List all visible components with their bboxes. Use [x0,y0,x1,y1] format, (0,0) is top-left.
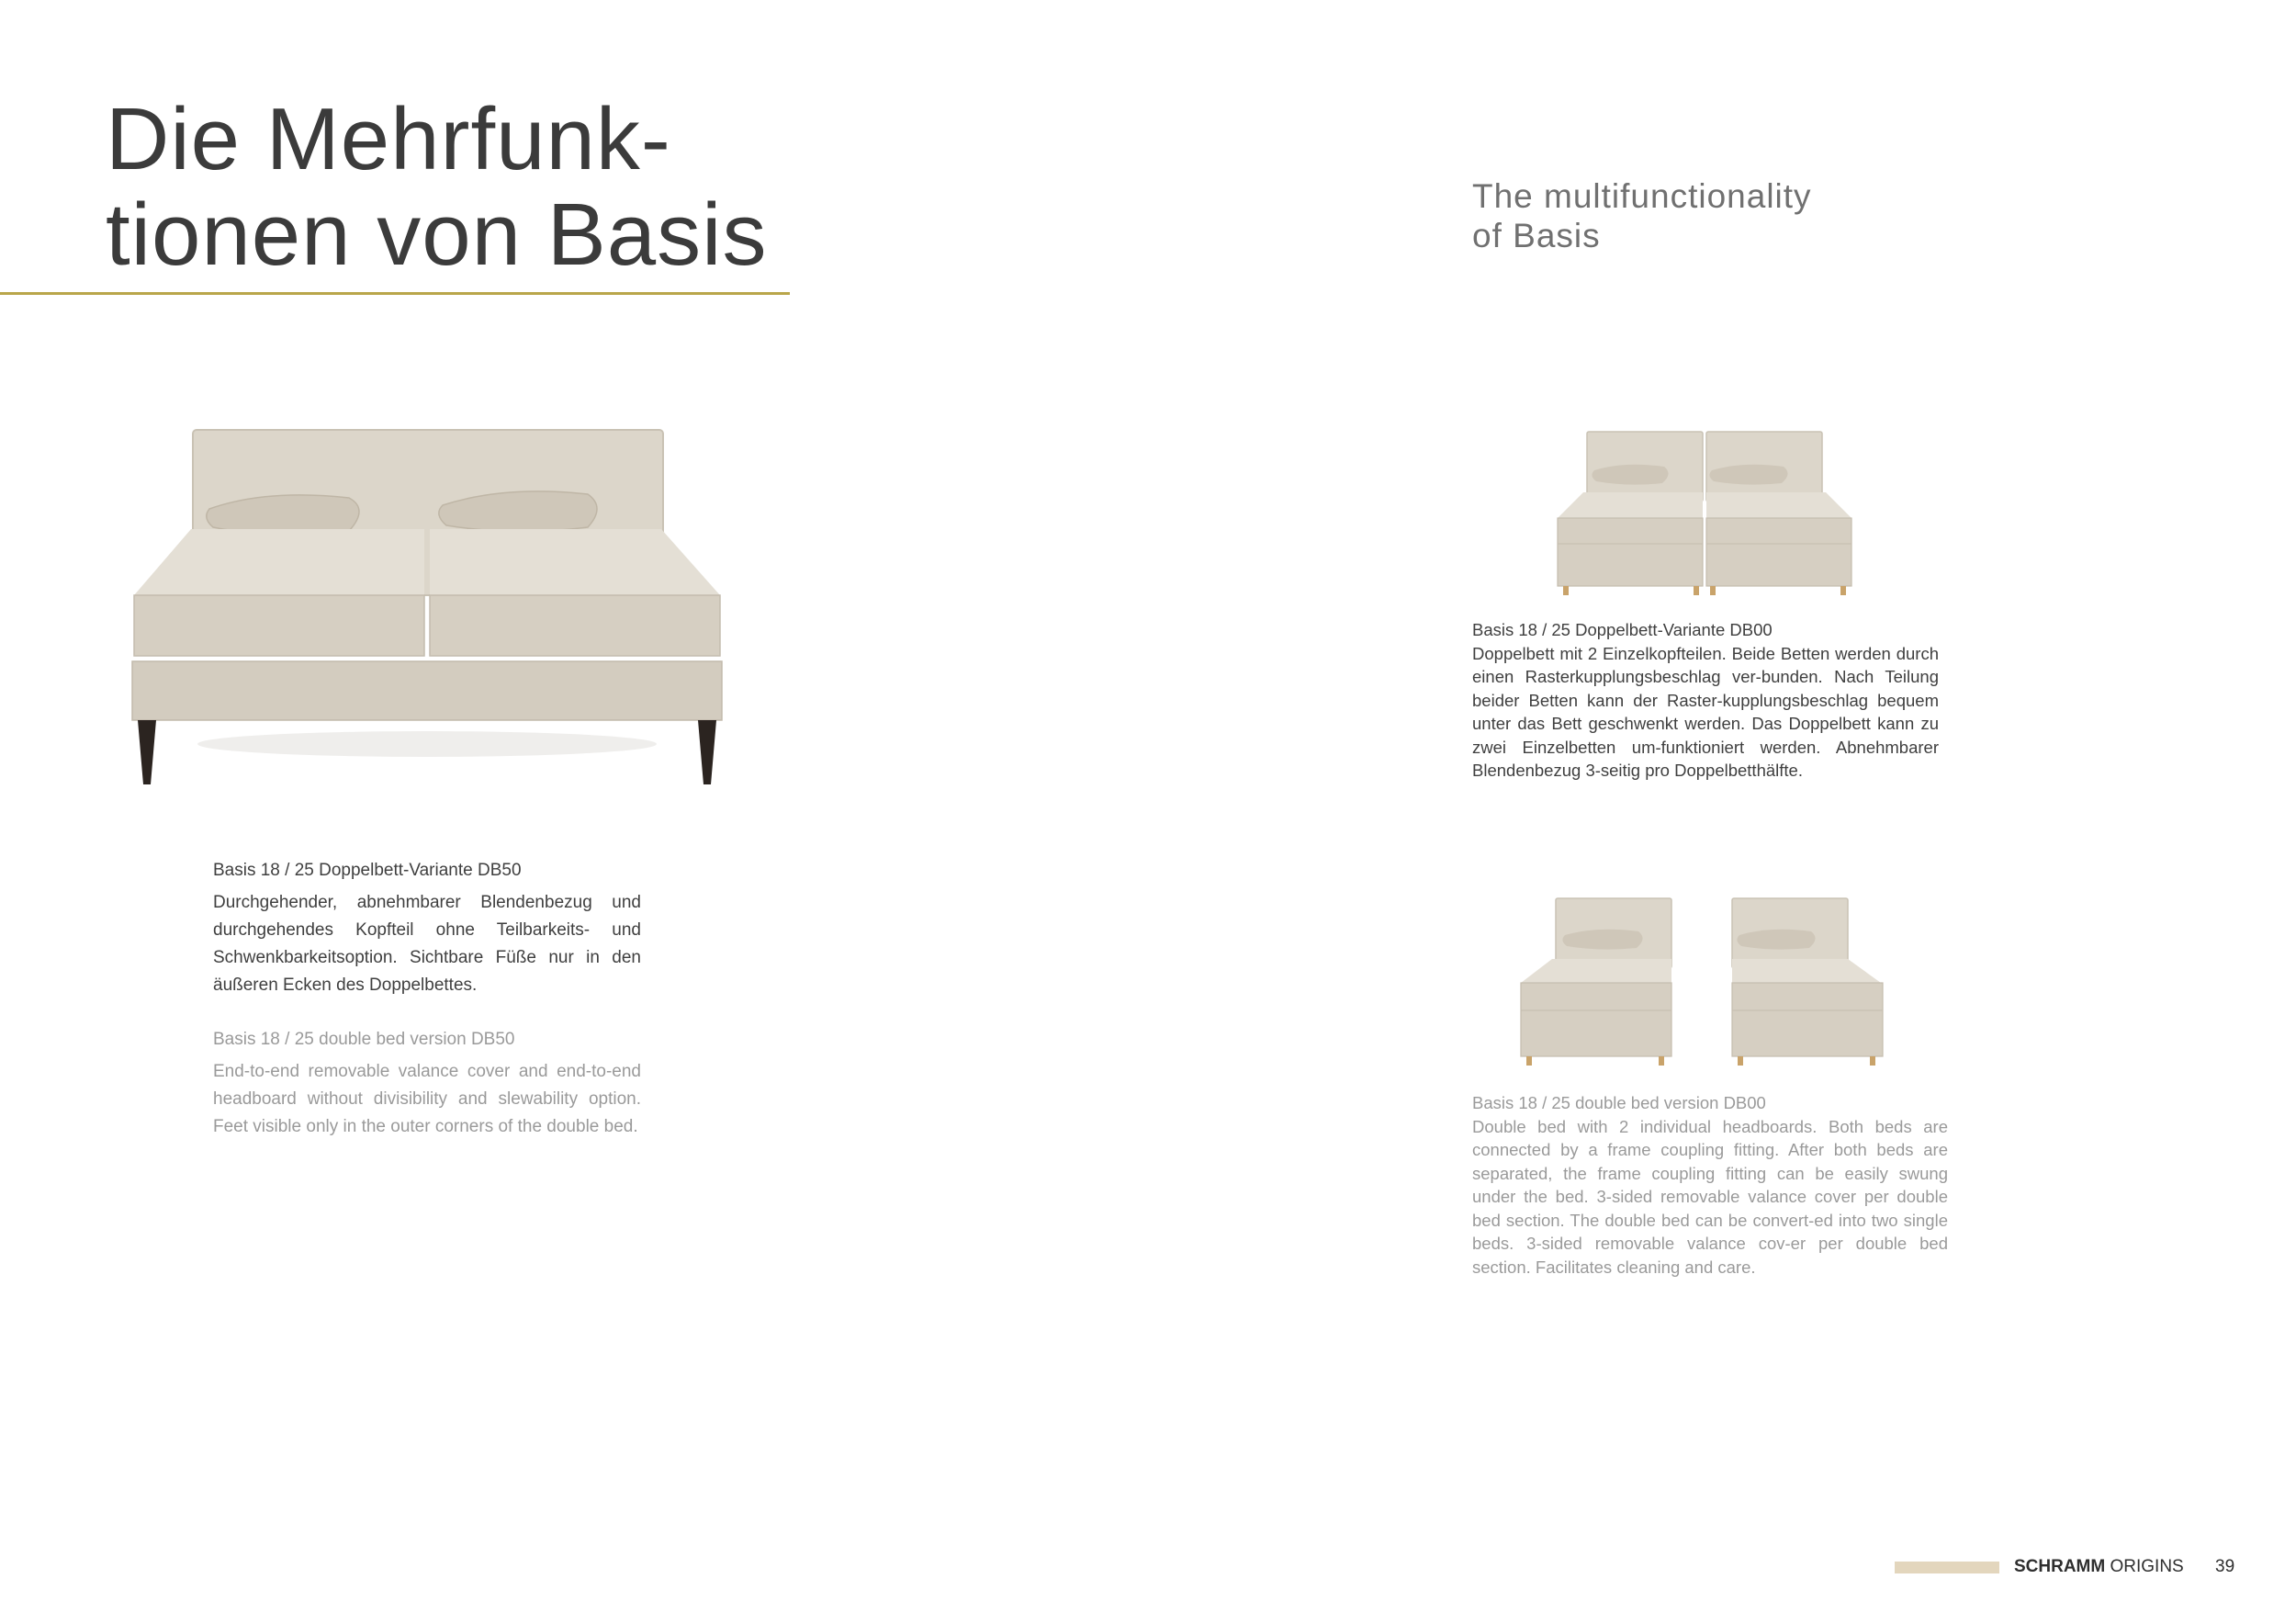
db50-heading-german: Basis 18 / 25 Doppelbett-Variante DB50 [213,861,522,880]
db50-description-german [213,858,641,999]
title-underline-rule [0,292,790,295]
page-title-en-line-2: of Basis [1472,217,1601,254]
bed-db50-image [129,424,726,792]
db50-body-english: End-to-end removable valance cover and end-to-end headboard without divisibility and slewability option. Feet visible only in the outer corners of the double bed. [213,1062,641,1136]
db50-heading-english: Basis 18 / 25 double bed version DB50 [213,1030,515,1049]
page-title-english [1472,176,1931,255]
db00-heading-english: Basis 18 / 25 double bed version DB00 [1472,1093,1766,1112]
db00-description-german [1472,618,1939,783]
footer-brand [2014,1557,2184,1577]
page-title-line-1: Die Mehrfunk- [106,90,671,188]
bed-db00-separated-illustration [1515,895,1901,1073]
db50-description-english [213,1027,641,1141]
bed-db00-joined-illustration [1550,428,1863,599]
footer-accent-bar [1895,1562,1999,1573]
footer-brand-regular: ORIGINS [2105,1557,2184,1576]
db00-body-german: Doppelbett mit 2 Einzelkopfteilen. Beide Betten werden durch einen Rasterkupplungsbeschlag ver-bunden. Nach Teilung beider Betten kann der Raster-kupplungsbeschlag bequem unter das Bett geschwenkt werden. Das Doppelbett kann zu zwei Einzelbetten um-funktioniert werden. Abnehmbarer Blendenbezug 3-seitig pro Doppelbetthälfte. [1472,643,1939,780]
page-title-line-2: tionen von Basis [106,186,768,284]
bed-db50-illustration [129,424,726,792]
page-number: 39 [2215,1557,2235,1576]
db50-body-german: Durchgehender, abnehmbarer Blendenbezug und durchgehendes Kopfteil ohne Teilbarkeits- und Schwenkbarkeitsoption. Sichtbare Füße nur in den äußeren Ecken des Doppelbettes. [213,893,641,995]
footer-brand-bold: SCHRAMM [2014,1557,2106,1576]
db00-heading-german: Basis 18 / 25 Doppelbett-Variante DB00 [1472,620,1773,639]
db00-body-english: Double bed with 2 individual headboards. Both beds are connected by a frame coupling fitting. After both beds are separated, the frame coupling fitting can be easily swung under the bed. 3-sided removable valance cover per double bed section. The double bed can be convert-ed into two single beds. 3-sided removable valance cov-er per double bed section. Facilitates cleaning and care. [1472,1116,1948,1277]
db00-description-english [1472,1091,1948,1279]
page-title-en-line-1: The multifunctionality [1472,177,1812,215]
bed-db00-separated-image [1515,895,1901,1073]
page-title-german [106,92,804,283]
bed-db00-joined-image [1550,428,1863,599]
